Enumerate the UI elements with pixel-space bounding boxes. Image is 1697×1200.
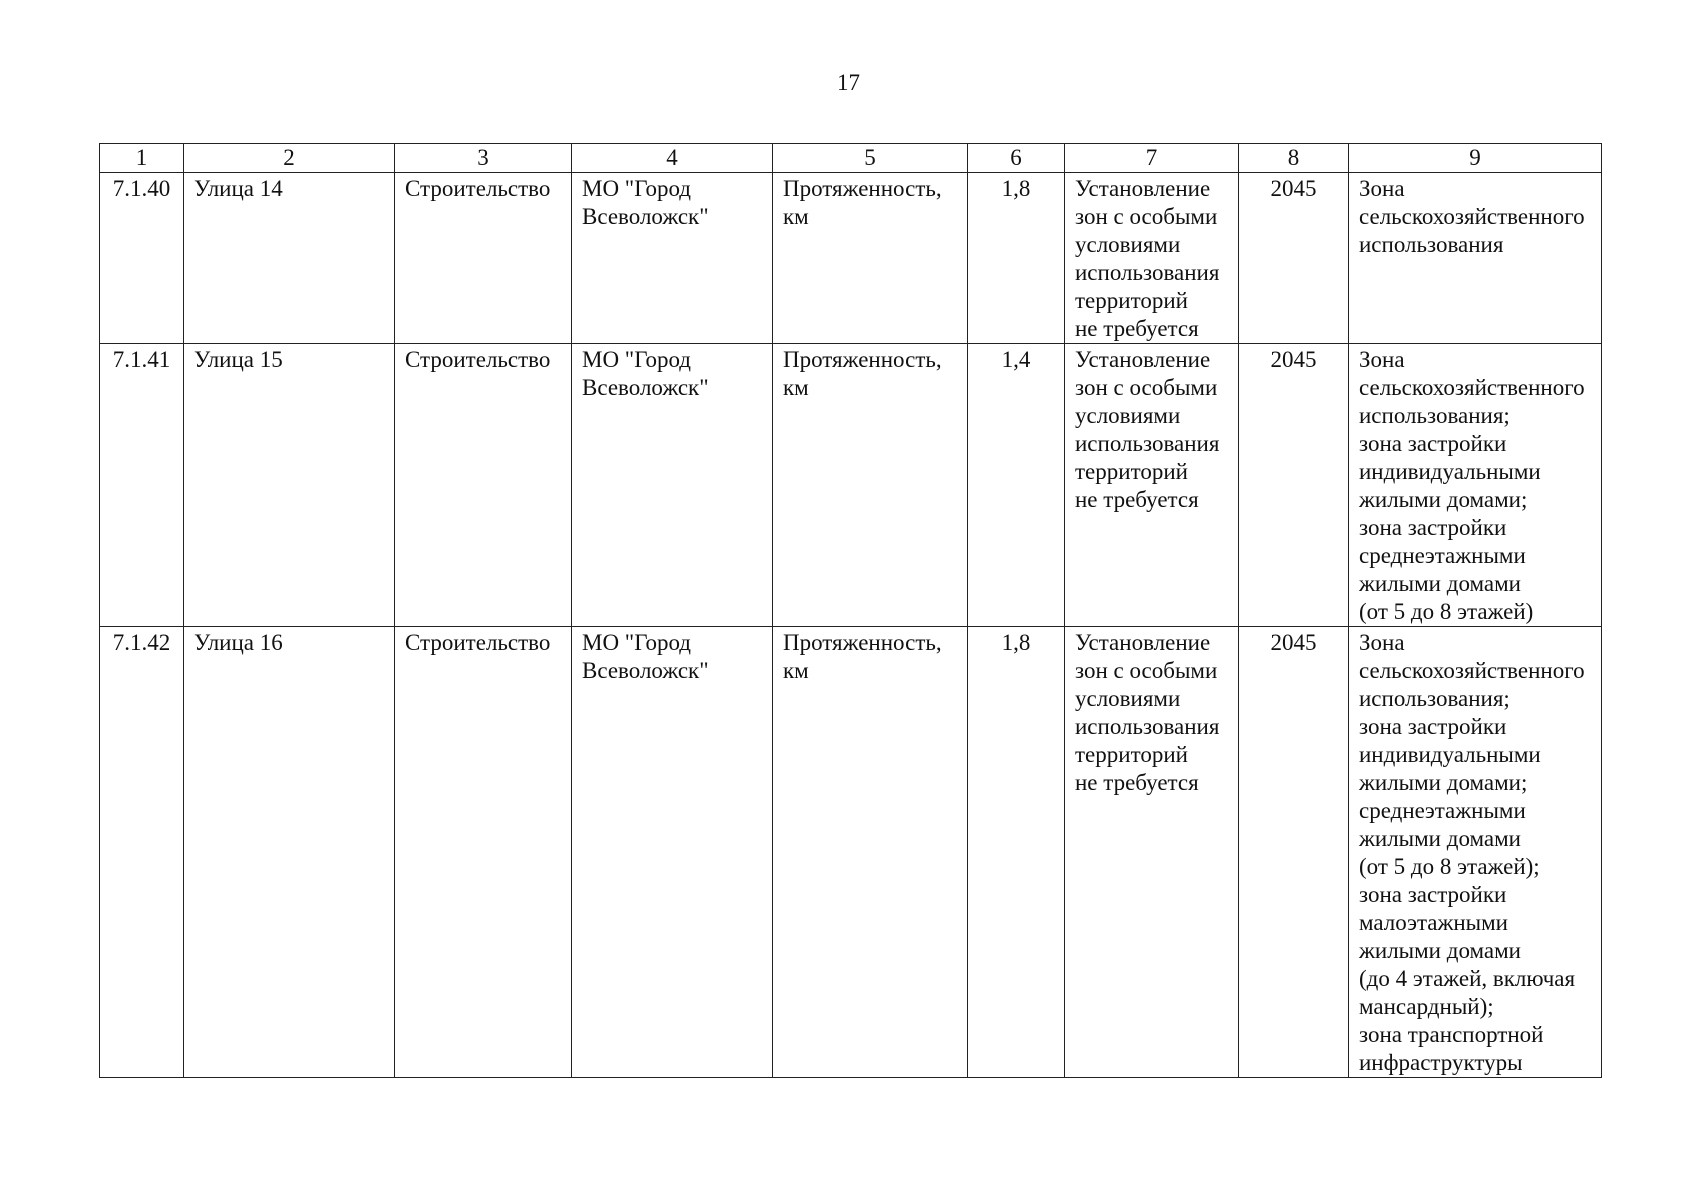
action-cell: Строительство bbox=[395, 627, 572, 1078]
zones-note-line: условиями bbox=[1075, 686, 1181, 711]
location-line: Всеволожск" bbox=[582, 204, 709, 229]
location-line: МО "Город bbox=[582, 347, 692, 372]
planning-table bbox=[99, 143, 1602, 1078]
functional-zone-line: (от 5 до 8 этажей); bbox=[1359, 854, 1540, 879]
object-name-cell: Улица 14 bbox=[184, 173, 395, 344]
column-number-2: 2 bbox=[184, 144, 395, 173]
functional-zone-line: жилыми домами bbox=[1359, 826, 1521, 851]
characteristic-cell bbox=[773, 173, 968, 344]
zones-note-line: Установление bbox=[1075, 176, 1211, 201]
functional-zone-line: Зона bbox=[1359, 347, 1405, 372]
characteristic-line: Протяженность, bbox=[783, 347, 942, 372]
functional-zone-line: зона застройки bbox=[1359, 714, 1507, 739]
action-cell: Строительство bbox=[395, 344, 572, 627]
functional-zone-line: малоэтажными bbox=[1359, 910, 1508, 935]
functional-zone-cell bbox=[1349, 627, 1602, 1078]
characteristic-line: км bbox=[783, 658, 809, 683]
characteristic-cell bbox=[773, 344, 968, 627]
zones-note-line: не требуется bbox=[1075, 316, 1199, 341]
location-cell bbox=[572, 627, 773, 1078]
zones-note-line: территорий bbox=[1075, 459, 1188, 484]
functional-zone-line: зона застройки bbox=[1359, 431, 1507, 456]
zones-note-line: территорий bbox=[1075, 742, 1188, 767]
functional-zone-line: жилыми домами bbox=[1359, 938, 1521, 963]
year-cell: 2045 bbox=[1239, 344, 1349, 627]
value-cell: 1,4 bbox=[968, 344, 1065, 627]
zones-note-line: не требуется bbox=[1075, 770, 1199, 795]
functional-zone-line: (до 4 этажей, включая bbox=[1359, 966, 1576, 991]
table-row bbox=[100, 173, 1602, 344]
characteristic-line: км bbox=[783, 204, 809, 229]
column-number-6: 6 bbox=[968, 144, 1065, 173]
row-number-cell: 7.1.42 bbox=[100, 627, 184, 1078]
object-name-cell: Улица 16 bbox=[184, 627, 395, 1078]
zones-note-line: территорий bbox=[1075, 288, 1188, 313]
functional-zone-cell bbox=[1349, 344, 1602, 627]
functional-zone-line: индивидуальными bbox=[1359, 742, 1541, 767]
functional-zone-line: использования; bbox=[1359, 403, 1510, 428]
column-number-5: 5 bbox=[773, 144, 968, 173]
functional-zone-line: Зона bbox=[1359, 630, 1405, 655]
functional-zone-line: сельскохозяйственного bbox=[1359, 204, 1585, 229]
zones-note-line: Установление bbox=[1075, 630, 1211, 655]
functional-zone-line: зона застройки bbox=[1359, 882, 1507, 907]
table-row bbox=[100, 627, 1602, 1078]
characteristic-line: Протяженность, bbox=[783, 176, 942, 201]
zones-note-line: использования bbox=[1075, 260, 1220, 285]
column-number-3: 3 bbox=[395, 144, 572, 173]
functional-zone-line: сельскохозяйственного bbox=[1359, 375, 1585, 400]
column-number-4: 4 bbox=[572, 144, 773, 173]
zones-note-line: условиями bbox=[1075, 403, 1181, 428]
functional-zone-line: индивидуальными bbox=[1359, 459, 1541, 484]
page-number: 17 bbox=[837, 70, 860, 95]
zones-note-line: использования bbox=[1075, 431, 1220, 456]
table-row bbox=[100, 344, 1602, 627]
zones-note-line: условиями bbox=[1075, 232, 1181, 257]
functional-zone-line: инфраструктуры bbox=[1359, 1050, 1523, 1075]
functional-zone-line: использования; bbox=[1359, 686, 1510, 711]
zones-note-cell bbox=[1065, 627, 1239, 1078]
year-cell: 2045 bbox=[1239, 173, 1349, 344]
functional-zone-line: использования bbox=[1359, 232, 1504, 257]
row-number-cell: 7.1.41 bbox=[100, 344, 184, 627]
functional-zone-line: жилыми домами; bbox=[1359, 487, 1528, 512]
zones-note-line: зон с особыми bbox=[1075, 204, 1218, 229]
value-cell: 1,8 bbox=[968, 627, 1065, 1078]
column-number-row bbox=[100, 144, 1602, 173]
functional-zone-line: (от 5 до 8 этажей) bbox=[1359, 599, 1534, 624]
functional-zone-line: жилыми домами bbox=[1359, 571, 1521, 596]
zones-note-cell bbox=[1065, 173, 1239, 344]
object-name-cell: Улица 15 bbox=[184, 344, 395, 627]
characteristic-line: км bbox=[783, 375, 809, 400]
functional-zone-line: зона застройки bbox=[1359, 515, 1507, 540]
location-cell bbox=[572, 173, 773, 344]
location-cell bbox=[572, 344, 773, 627]
zones-note-line: Установление bbox=[1075, 347, 1211, 372]
functional-zone-line: сельскохозяйственного bbox=[1359, 658, 1585, 683]
functional-zone-line: среднеэтажными bbox=[1359, 543, 1526, 568]
functional-zone-line: среднеэтажными bbox=[1359, 798, 1526, 823]
characteristic-line: Протяженность, bbox=[783, 630, 942, 655]
location-line: Всеволожск" bbox=[582, 375, 709, 400]
column-number-7: 7 bbox=[1065, 144, 1239, 173]
location-line: МО "Город bbox=[582, 630, 692, 655]
location-line: Всеволожск" bbox=[582, 658, 709, 683]
column-number-9: 9 bbox=[1349, 144, 1602, 173]
functional-zone-cell bbox=[1349, 173, 1602, 344]
characteristic-cell bbox=[773, 627, 968, 1078]
zones-note-line: не требуется bbox=[1075, 487, 1199, 512]
value-cell: 1,8 bbox=[968, 173, 1065, 344]
column-number-8: 8 bbox=[1239, 144, 1349, 173]
column-number-1: 1 bbox=[100, 144, 184, 173]
zones-note-line: использования bbox=[1075, 714, 1220, 739]
row-number-cell: 7.1.40 bbox=[100, 173, 184, 344]
action-cell: Строительство bbox=[395, 173, 572, 344]
location-line: МО "Город bbox=[582, 176, 692, 201]
functional-zone-line: мансардный); bbox=[1359, 994, 1494, 1019]
functional-zone-line: жилыми домами; bbox=[1359, 770, 1528, 795]
functional-zone-line: зона транспортной bbox=[1359, 1022, 1544, 1047]
zones-note-line: зон с особыми bbox=[1075, 658, 1218, 683]
zones-note-line: зон с особыми bbox=[1075, 375, 1218, 400]
year-cell: 2045 bbox=[1239, 627, 1349, 1078]
zones-note-cell bbox=[1065, 344, 1239, 627]
functional-zone-line: Зона bbox=[1359, 176, 1405, 201]
